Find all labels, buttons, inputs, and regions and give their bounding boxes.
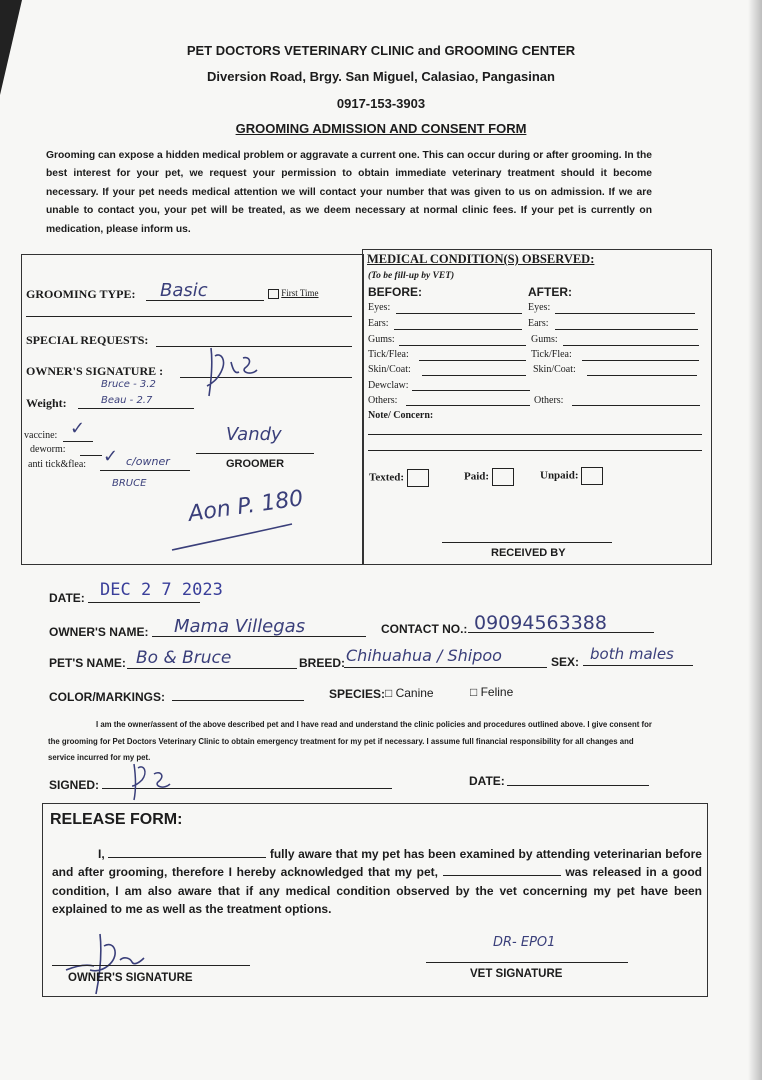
sex-label: SEX: — [551, 655, 580, 669]
weight-beau: Beau - 2.7 — [101, 395, 153, 406]
before-eyes-label: Eyes: — [368, 302, 391, 313]
texted-field[interactable] — [369, 469, 429, 487]
after-tickflea-label: Tick/Flea: — [531, 349, 572, 360]
clinic-name: PET DOCTORS VETERINARY CLINIC and GROOMING CENTER — [186, 43, 576, 58]
antitick-check: ✓ — [103, 446, 119, 467]
signed-label: SIGNED: — [49, 778, 100, 792]
canine-option[interactable]: □ Canine — [385, 686, 434, 700]
date-stamp: DEC 2 7 2023 — [100, 580, 223, 600]
release-text-b: fully aware that my pet has been examined by attending veterinarian before and after grooming, therefore I hereby acknowledged that my pet, — [52, 847, 702, 880]
owner-signature-scribble — [195, 342, 265, 400]
signed-date-label: DATE: — [469, 774, 505, 788]
contact-label: CONTACT NO.: — [381, 622, 468, 636]
grooming-type-value: Basic — [160, 280, 208, 301]
after-label: AFTER: — [528, 285, 572, 299]
paid-checkbox[interactable] — [492, 468, 514, 486]
before-others-label: Others: — [368, 395, 398, 406]
weight-bruce: Bruce - 3.2 — [101, 379, 156, 390]
vaccine-label: vaccine: — [24, 430, 58, 441]
received-by-label: RECEIVED BY — [491, 547, 566, 559]
after-eyes-label: Eyes: — [528, 302, 551, 313]
amount-underline — [168, 516, 298, 556]
before-ears-label: Ears: — [368, 318, 389, 329]
unpaid-label: Unpaid: — [540, 469, 579, 482]
signed-signature-scribble — [126, 760, 178, 804]
release-owner-blank[interactable] — [108, 846, 266, 858]
texted-checkbox[interactable] — [407, 469, 429, 487]
paid-field[interactable] — [464, 468, 514, 486]
owner-name-value: Mama Villegas — [174, 616, 306, 637]
clinic-address: Diversion Road, Brgy. San Miguel, Calasiao, Pangasinan — [207, 69, 555, 84]
breed-label: BREED: — [299, 656, 346, 670]
groomer-name: Vandy — [226, 424, 282, 445]
release-paragraph — [52, 845, 702, 918]
pet-name-label: PET'S NAME: — [49, 656, 126, 670]
paid-label: Paid: — [464, 470, 490, 483]
after-skincoat-label: Skin/Coat: — [533, 364, 576, 375]
pet-name-value: Bo & Bruce — [136, 648, 232, 668]
first-time-checkbox[interactable] — [268, 289, 279, 299]
species-label: SPECIES: — [329, 687, 386, 701]
vaccine-check: ✓ — [70, 418, 86, 439]
unpaid-field[interactable] — [540, 467, 603, 485]
texted-label: Texted: — [369, 471, 405, 484]
release-text-a: I, — [98, 847, 105, 861]
vet-signature-value: DR- EPO1 — [493, 935, 556, 950]
contact-value: 09094563388 — [474, 612, 607, 634]
before-tickflea-label: Tick/Flea: — [368, 349, 409, 360]
release-text-c: was released in a good condition, I am also aware that if any medical condition observed by the vet concerning my pet have been explained to me as well as the treatment options. — [52, 865, 702, 916]
feline-option[interactable]: □ Feline — [470, 685, 514, 699]
antitick-label: anti tick&flea: — [28, 459, 87, 470]
before-gums-label: Gums: — [368, 334, 395, 345]
intro-paragraph: Grooming can expose a hidden medical problem or aggravate a current one. This can occur during or after grooming. In the best interest for your pet, we request your permission to obtain immediate veterinary treatment should it become necessary. If your pet needs medical attention we will contact your number that was given to us on admission. If we are unable to contact you, your pet will be treated, as we deem necessary at normal clinic fees. If your pet is currently on medication, please inform us. — [46, 150, 652, 235]
special-requests-label: SPECIAL REQUESTS: — [26, 333, 149, 347]
after-others-label: Others: — [534, 395, 564, 406]
first-time-label: First Time — [281, 288, 319, 298]
owner-signature-label: OWNER'S SIGNATURE : — [26, 364, 164, 378]
unpaid-checkbox[interactable] — [581, 467, 603, 485]
sex-value: both males — [590, 645, 674, 663]
release-owner-signature-label: OWNER'S SIGNATURE — [68, 972, 193, 984]
consent-paragraph: I am the owner/assent of the above described pet and I have read and understand the clinic policies and procedures outlined above. I give consent for the grooming for Pet Doctors Veterinary Clinic to obtain emergency treatment for my pet if necessary. I assume full financial responsibility for all changes and service incurred for my pet. — [48, 720, 652, 762]
before-label: BEFORE: — [368, 285, 422, 299]
release-pet-blank[interactable] — [443, 864, 561, 876]
before-dewclaw-label: Dewclaw: — [368, 380, 409, 391]
weight-label: Weight: — [26, 396, 67, 410]
grooming-type-label: GROOMING TYPE: — [26, 287, 136, 301]
note-concern-label: Note/ Concern: — [368, 410, 434, 421]
release-title: RELEASE FORM: — [50, 811, 183, 828]
scan-shadow-edge — [748, 0, 762, 1080]
amount-note: Aon P. 180 — [186, 486, 305, 527]
antitick-pet: BRUCE — [112, 478, 147, 489]
antitick-note: c/owner — [126, 455, 170, 468]
owner-name-label: OWNER'S NAME: — [49, 625, 149, 639]
breed-value: Chihuahua / Shipoo — [346, 646, 502, 665]
deworm-label: deworm: — [30, 444, 66, 455]
form-title: GROOMING ADMISSION AND CONSENT FORM — [235, 121, 527, 136]
groomer-label: GROOMER — [226, 458, 285, 470]
first-time-option[interactable] — [268, 288, 319, 299]
medical-subtitle: (To be fill-up by VET) — [368, 271, 455, 281]
color-markings-label: COLOR/MARKINGS: — [49, 690, 165, 704]
after-ears-label: Ears: — [528, 318, 549, 329]
clinic-phone: 0917-153-3903 — [336, 96, 426, 111]
before-skincoat-label: Skin/Coat: — [368, 364, 411, 375]
date-label: DATE: — [49, 591, 85, 605]
vet-signature-label: VET SIGNATURE — [470, 968, 563, 980]
medical-title: MEDICAL CONDITION(S) OBSERVED: — [367, 252, 595, 266]
after-gums-label: Gums: — [531, 334, 558, 345]
